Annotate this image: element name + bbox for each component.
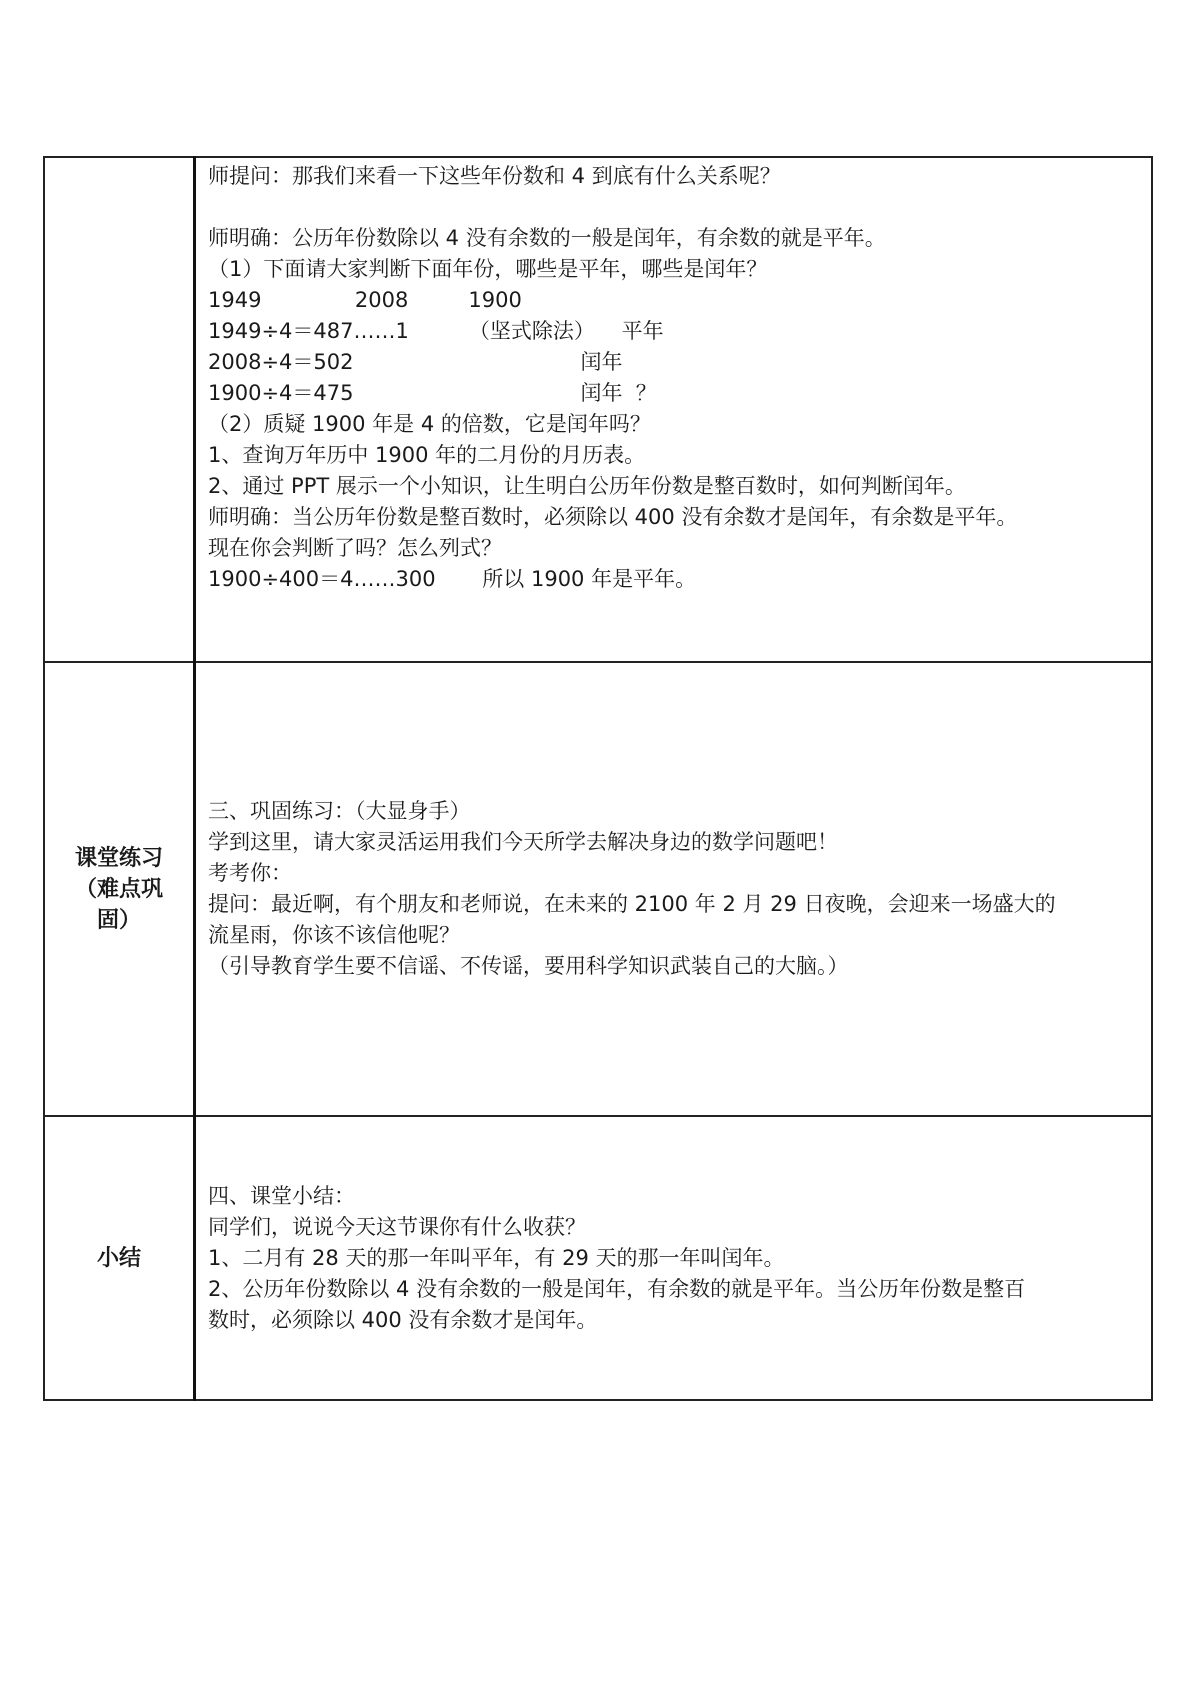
practice-content bbox=[195, 662, 1153, 1116]
text-line: （引导教育学生要不信谣、不传谣，要用科学知识武装自己的大脑。） bbox=[208, 954, 849, 978]
text-line: 师明确：当公历年份数是整百数时，必须除以 400 没有余数才是闰年，有余数是平年。 bbox=[208, 505, 1018, 529]
summary-content bbox=[195, 1116, 1153, 1400]
text-line: 同学们，说说今天这节课你有什么收获？ bbox=[208, 1214, 586, 1239]
row-label-text: 课堂练习（难点巩固） bbox=[74, 845, 163, 933]
text-line: 师提问：那我们来看一下这些年份数和 4 到底有什么关系呢？ bbox=[208, 164, 781, 188]
text-line: （1）下面请大家判断下面年份，哪些是平年，哪些是闰年？ bbox=[208, 257, 768, 281]
text-line: （2）质疑 1900 年是 4 的倍数，它是闰年吗？ bbox=[208, 412, 651, 436]
text-line: 四、课堂小结： bbox=[208, 1183, 355, 1208]
text-line: 现在你会判断了吗？怎么列式？ bbox=[208, 536, 502, 560]
text-line: 1、查询万年历中 1900 年的二月份的月历表。 bbox=[208, 443, 646, 467]
lesson-plan-table bbox=[43, 156, 1153, 1401]
text-line: 考考你： bbox=[208, 861, 292, 885]
text-line: 2、通过 PPT 展示一个小知识，让生明白公历年份数是整百数时，如何判断闰年。 bbox=[208, 474, 966, 498]
text-line: 三、巩固练习：（大显身手） bbox=[208, 799, 471, 823]
text-line: 1949÷4＝487……1 （坚式除法） 平年 bbox=[208, 319, 664, 343]
text-line: 1949 2008 1900 bbox=[208, 288, 522, 312]
blank-line bbox=[208, 192, 1143, 223]
text-line: 2、公历年份数除以 4 没有余数的一般是闰年，有余数的就是平年。当公历年份数是整百 bbox=[208, 1276, 1026, 1301]
text-line: 数时，必须除以 400 没有余数才是闰年。 bbox=[208, 1307, 598, 1332]
text-line: 1900÷4＝475 闰年 ？ bbox=[208, 381, 657, 405]
table-row-summary bbox=[44, 1116, 1152, 1400]
text-line: 师明确：公历年份数除以 4 没有余数的一般是闰年，有余数的就是平年。 bbox=[208, 226, 886, 250]
row-label-empty bbox=[44, 157, 195, 662]
row-label-text: 小结 bbox=[96, 1245, 141, 1271]
text-line: 1、二月有 28 天的那一年叫平年，有 29 天的那一年叫闰年。 bbox=[208, 1245, 785, 1270]
reasoning-content bbox=[195, 157, 1153, 662]
text-line: 2008÷4＝502 闰年 bbox=[208, 350, 623, 374]
text-line: 1900÷400＝4……300 所以 1900 年是平年。 bbox=[208, 567, 697, 591]
text-line: 提问：最近啊，有个朋友和老师说，在未来的 2100 年 2 月 29 日夜晚，会迎来一场盛大的 bbox=[208, 892, 1056, 916]
text-line: 流星雨，你该不该信他呢？ bbox=[208, 923, 460, 947]
text-line: 学到这里，请大家灵活运用我们今天所学去解决身边的数学问题吧！ bbox=[208, 830, 838, 854]
row-label-practice bbox=[44, 662, 195, 1116]
table-row-reasoning bbox=[44, 157, 1152, 662]
row-label-summary bbox=[44, 1116, 195, 1400]
table-row-practice bbox=[44, 662, 1152, 1116]
